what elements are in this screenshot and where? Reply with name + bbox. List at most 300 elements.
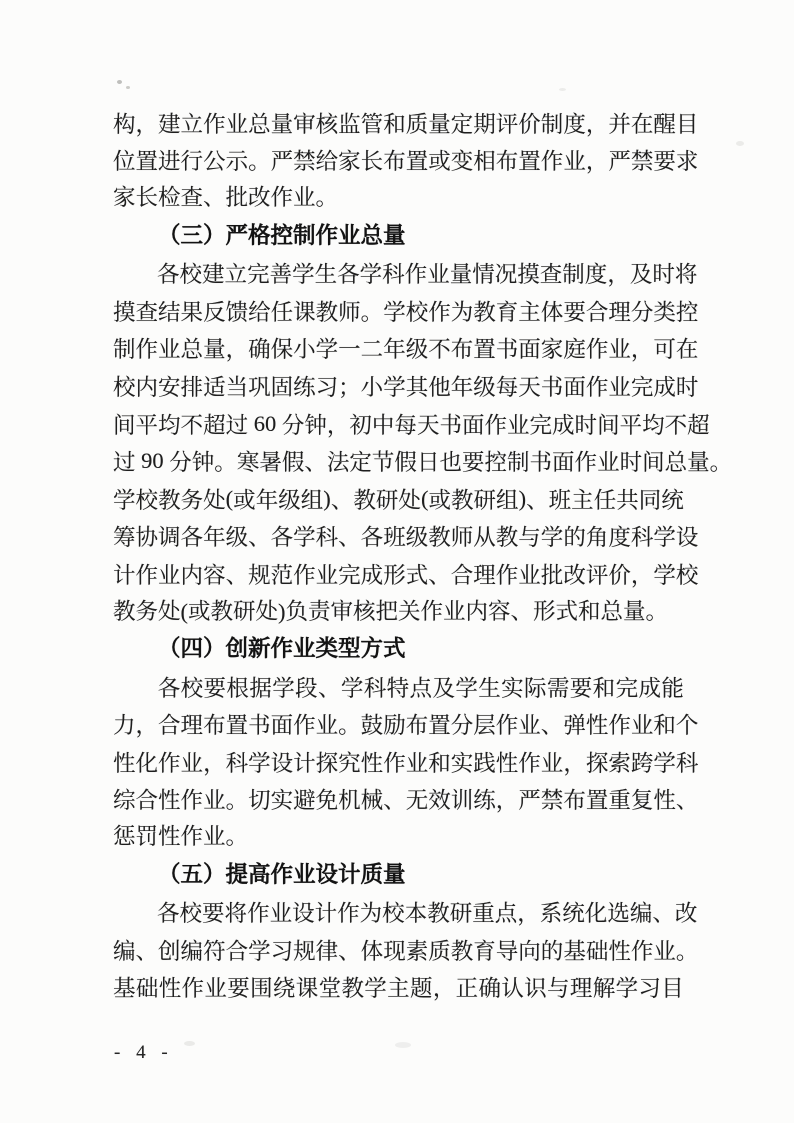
glyph: 置 [585, 788, 609, 814]
glyph: 、 [330, 487, 354, 513]
glyph: 审 [293, 111, 316, 137]
glyph: 二 [360, 337, 384, 363]
glyph: 成 [360, 562, 384, 588]
glyph: 、 [540, 713, 564, 739]
glyph: 查 [539, 262, 563, 288]
glyph: 位 [113, 149, 136, 175]
glyph: 业 [608, 374, 631, 400]
glyph: 年 [255, 487, 279, 513]
glyph: 作 [404, 262, 428, 288]
glyph: 基 [563, 938, 586, 964]
glyph: 作 [180, 788, 204, 814]
glyph: 面 [518, 337, 541, 363]
glyph: 小 [360, 374, 384, 400]
glyph: 同 [638, 487, 662, 513]
glyph: 育 [473, 938, 496, 964]
glyph: 业 [315, 562, 339, 588]
glyph: 或 [428, 487, 451, 513]
glyph: 式 [405, 562, 429, 588]
glyph: 业 [158, 337, 181, 363]
glyph: 业 [225, 111, 249, 137]
glyph: 、 [317, 675, 341, 701]
glyph: 一 [338, 337, 361, 363]
glyph: 要 [461, 450, 485, 476]
glyph: 任 [270, 299, 294, 325]
glyph: 共 [616, 487, 639, 513]
text-line [113, 104, 699, 142]
glyph: 监 [338, 111, 361, 137]
glyph: ， [225, 337, 249, 363]
glyph: 作 [495, 713, 519, 739]
glyph: 特 [386, 675, 410, 701]
glyph: 日 [416, 450, 440, 476]
text-line [113, 254, 698, 292]
glyph: 学 [653, 525, 676, 551]
glyph: 各 [157, 262, 180, 288]
glyph: 时 [619, 450, 643, 476]
glyph: 编 [180, 938, 204, 964]
glyph: 校 [180, 675, 204, 701]
glyph: 学 [293, 525, 316, 551]
glyph: 实 [450, 750, 474, 776]
glyph: 统 [661, 487, 684, 513]
glyph: 编 [629, 901, 653, 927]
glyph: 机 [338, 788, 361, 814]
glyph: 作 [585, 374, 609, 400]
glyph: 量 [687, 450, 710, 476]
glyph: 化 [584, 901, 608, 927]
glyph: 学 [540, 525, 564, 551]
scan-speckle [559, 88, 566, 91]
glyph: 作 [495, 562, 519, 588]
glyph: 业 [180, 750, 204, 776]
glyph: 超 [687, 412, 710, 438]
glyph: 作 [630, 938, 654, 964]
glyph: 与 [547, 976, 570, 1002]
scan-speckle [395, 1042, 411, 1048]
glyph: 时 [574, 412, 598, 438]
indent-space [113, 686, 135, 687]
glyph: 合 [135, 788, 159, 814]
glyph: 制 [540, 111, 564, 137]
glyph: 无 [405, 788, 429, 814]
glyph: 务 [180, 487, 204, 513]
glyph: 制 [562, 262, 585, 288]
glyph: 鼓 [360, 713, 384, 739]
glyph: 业 [405, 750, 429, 776]
glyph: 习 [315, 374, 339, 400]
glyph: 练 [293, 374, 316, 400]
glyph: 量 [270, 111, 294, 137]
glyph: 过 [113, 450, 136, 476]
glyph: 体 [540, 299, 564, 325]
glyph: 性 [653, 788, 676, 814]
glyph: 容 [203, 562, 226, 588]
glyph: 固 [270, 374, 294, 400]
text-line [113, 142, 699, 180]
glyph: 校 [179, 262, 203, 288]
glyph: 化 [135, 750, 159, 776]
glyph: 校 [179, 901, 203, 927]
glyph: 业 [203, 788, 226, 814]
glyph: 学 [113, 487, 136, 513]
glyph: 弹 [563, 713, 586, 739]
glyph: 师 [338, 299, 361, 325]
glyph: ， [563, 750, 586, 776]
glyph: 将 [224, 901, 248, 927]
glyph: 规 [293, 938, 316, 964]
glyph: 要 [227, 976, 250, 1002]
glyph: 学 [248, 938, 271, 964]
glyph: 分 [630, 299, 654, 325]
page-number: - 4 - [114, 1042, 173, 1063]
glyph: 总 [664, 450, 688, 476]
glyph: 改 [563, 562, 586, 588]
glyph: 切 [248, 788, 271, 814]
glyph: 布 [450, 337, 474, 363]
glyph: 习 [638, 976, 661, 1002]
glyph: 节 [371, 450, 395, 476]
glyph: 学 [359, 262, 383, 288]
glyph: 教 [428, 525, 451, 551]
glyph: 布 [495, 149, 519, 175]
glyph: 教 [495, 525, 519, 551]
glyph: 。 [338, 713, 361, 739]
glyph: 布 [405, 713, 429, 739]
glyph: 建 [202, 262, 225, 288]
glyph: 中 [371, 412, 395, 438]
glyph: 向 [518, 938, 541, 964]
glyph: 业 [540, 750, 564, 776]
glyph: 重 [608, 788, 631, 814]
glyph: 实 [270, 788, 294, 814]
glyph: 实 [501, 675, 524, 701]
glyph: 性 [158, 976, 182, 1002]
glyph: 将 [674, 262, 698, 288]
glyph: 完 [630, 374, 654, 400]
glyph: ( [225, 485, 234, 511]
glyph: ， [585, 111, 609, 137]
glyph: 本 [404, 901, 428, 927]
glyph: 作 [293, 713, 316, 739]
glyph: 学 [292, 262, 315, 288]
glyph: 础 [585, 938, 609, 964]
glyph: 目 [661, 976, 684, 1002]
glyph: 理 [473, 562, 496, 588]
glyph: 教 [158, 487, 181, 513]
glyph: 家 [540, 337, 564, 363]
glyph: 科 [315, 525, 339, 551]
glyph: 置 [405, 149, 429, 175]
glyph: 点 [494, 901, 518, 927]
glyph: 学 [364, 976, 387, 1002]
glyph: 作 [247, 901, 270, 927]
glyph: 醒 [653, 111, 676, 137]
glyph: 假 [281, 450, 305, 476]
glyph: 年 [450, 374, 474, 400]
glyph: 为 [450, 299, 474, 325]
glyph: 均 [158, 412, 181, 438]
glyph: 业 [427, 262, 450, 288]
glyph: 钟 [191, 450, 215, 476]
glyph: 要 [569, 675, 593, 701]
glyph: 业 [269, 901, 293, 927]
glyph: 性 [360, 750, 384, 776]
glyph: 校 [113, 374, 136, 400]
glyph: 教 [450, 487, 474, 513]
text-line [113, 518, 699, 556]
glyph: 严 [608, 149, 631, 175]
glyph: 际 [524, 675, 547, 701]
glyph: 在 [675, 337, 699, 363]
glyph: 、 [304, 450, 327, 476]
glyph: 性 [608, 938, 631, 964]
glyph: 业 [204, 976, 227, 1002]
glyph: 作 [181, 976, 205, 1002]
glyph: 规 [248, 562, 271, 588]
glyph: 师 [450, 525, 474, 551]
glyph: 、 [675, 788, 699, 814]
glyph: 校 [675, 562, 699, 588]
glyph: 械 [360, 788, 384, 814]
glyph: 业 [518, 713, 541, 739]
glyph: 书 [495, 337, 519, 363]
glyph: 、 [338, 938, 361, 964]
glyph: 育 [495, 299, 519, 325]
glyph: ) [518, 485, 527, 511]
glyph: 不 [664, 412, 688, 438]
glyph: 、 [338, 525, 361, 551]
glyph: 任 [593, 487, 617, 513]
glyph: 法 [326, 450, 350, 476]
glyph: 各 [337, 262, 360, 288]
text-block [113, 104, 733, 1006]
indent-space [113, 912, 135, 913]
glyph: 和 [428, 750, 451, 776]
glyph: 他 [428, 374, 451, 400]
glyph: 质 [428, 938, 451, 964]
glyph: 业 [158, 562, 181, 588]
glyph: 间 [597, 412, 620, 438]
glyph: 主 [518, 299, 541, 325]
glyph: 角 [585, 525, 609, 551]
scan-speckle [184, 1041, 195, 1046]
glyph: 要 [203, 675, 227, 701]
glyph: 为 [359, 901, 383, 927]
glyph: 设 [270, 750, 294, 776]
glyph: 作 [428, 299, 451, 325]
glyph: 科 [675, 750, 699, 776]
glyph: 科 [382, 262, 405, 288]
glyph: 制 [113, 337, 136, 363]
glyph: 学 [340, 675, 364, 701]
glyph: 合 [158, 713, 181, 739]
glyph: 给 [248, 299, 271, 325]
glyph: 价 [518, 111, 541, 137]
glyph: 完 [615, 675, 639, 701]
glyph: 0 [264, 410, 277, 436]
glyph: 超 [203, 412, 226, 438]
glyph: 教 [315, 299, 339, 325]
glyph: 主 [571, 487, 594, 513]
text-line [113, 480, 684, 518]
glyph: 教 [341, 976, 364, 1002]
glyph: 作 [293, 562, 316, 588]
glyph: 和 [592, 675, 616, 701]
glyph: 平 [619, 412, 643, 438]
glyph: 正 [455, 976, 479, 1002]
glyph: 长 [360, 149, 384, 175]
glyph: 学 [272, 675, 295, 701]
glyph: 布 [383, 149, 406, 175]
glyph: 学 [248, 750, 271, 776]
glyph: 或 [233, 487, 256, 513]
glyph: 求 [675, 149, 699, 175]
glyph: 并 [608, 111, 631, 137]
glyph: 班 [383, 525, 406, 551]
glyph: 时 [652, 262, 675, 288]
glyph: 基 [113, 976, 136, 1002]
glyph: 理 [569, 976, 593, 1002]
glyph: 查 [135, 299, 159, 325]
glyph: 书 [439, 412, 462, 438]
glyph: 要 [202, 901, 225, 927]
glyph: 度 [608, 525, 631, 551]
glyph: 作 [135, 562, 159, 588]
glyph: 选 [607, 901, 630, 927]
glyph: 训 [450, 788, 474, 814]
glyph: 堂 [318, 976, 342, 1002]
glyph: 层 [473, 713, 496, 739]
glyph: 效 [428, 788, 451, 814]
glyph: 分 [169, 450, 192, 476]
glyph: 当 [225, 374, 249, 400]
glyph: 年 [203, 525, 226, 551]
glyph: 小 [293, 337, 316, 363]
glyph: 据 [249, 675, 272, 701]
glyph: 复 [630, 788, 654, 814]
glyph: 过 [225, 412, 249, 438]
glyph: 。 [248, 149, 271, 175]
glyph: 础 [135, 976, 159, 1002]
glyph: 作 [518, 750, 541, 776]
glyph: 确 [248, 337, 271, 363]
glyph: 核 [315, 111, 339, 137]
glyph: ， [135, 111, 159, 137]
glyph: 摸 [517, 262, 540, 288]
glyph: 性 [158, 788, 181, 814]
glyph: 合 [450, 562, 474, 588]
glyph: 设 [675, 525, 699, 551]
glyph: 。 [225, 788, 249, 814]
glyph: 庭 [563, 337, 586, 363]
glyph: 调 [158, 525, 181, 551]
glyph: 生 [478, 675, 501, 701]
glyph: 综 [113, 788, 136, 814]
glyph: 校 [382, 901, 405, 927]
glyph: 重 [472, 901, 495, 927]
glyph: 初 [349, 412, 372, 438]
glyph: 内 [135, 374, 159, 400]
glyph: ， [135, 713, 159, 739]
glyph: 设 [292, 901, 315, 927]
glyph: 置 [225, 713, 249, 739]
text-line: 教务处(或教研处)负责审核把关作业内容、形式和总量。 [113, 598, 668, 624]
glyph: 。 [214, 450, 237, 476]
glyph: 根 [226, 675, 249, 701]
glyph: 置 [473, 337, 496, 363]
glyph: 和 [653, 713, 676, 739]
glyph: 。 [709, 450, 733, 476]
glyph: 学 [615, 976, 639, 1002]
glyph: 质 [405, 111, 429, 137]
glyph: 巩 [248, 374, 271, 400]
text-line: 惩罚性作业。 [113, 824, 249, 850]
glyph: 面 [270, 713, 294, 739]
glyph: 教 [427, 901, 450, 927]
glyph: 安 [158, 374, 181, 400]
glyph: 点 [409, 675, 433, 701]
glyph: 每 [495, 374, 519, 400]
text-line [113, 931, 699, 969]
glyph: 作 [585, 337, 609, 363]
glyph: 避 [293, 788, 316, 814]
glyph: 反 [203, 299, 226, 325]
glyph: 力 [113, 713, 136, 739]
glyph: 情 [472, 262, 495, 288]
glyph: 天 [518, 374, 541, 400]
glyph: 组 [300, 487, 324, 513]
glyph: 度 [584, 262, 608, 288]
glyph: 布 [563, 788, 586, 814]
glyph: 管 [360, 111, 384, 137]
glyph: 体 [360, 938, 384, 964]
scan-speckle [736, 141, 744, 146]
glyph: 练 [473, 788, 496, 814]
glyph: 形 [383, 562, 406, 588]
glyph: 目 [675, 111, 699, 137]
glyph: 作 [540, 149, 564, 175]
glyph: 学 [315, 337, 339, 363]
glyph: 确 [478, 976, 502, 1002]
glyph: 可 [653, 337, 676, 363]
glyph: 、 [225, 562, 249, 588]
glyph: 各 [157, 675, 181, 701]
glyph: 9 [141, 448, 153, 474]
glyph: 公 [203, 149, 226, 175]
glyph: 处 [398, 487, 421, 513]
glyph: 立 [224, 262, 248, 288]
indent-space [135, 912, 157, 913]
indent-space [113, 273, 135, 274]
glyph: 置 [428, 713, 451, 739]
glyph: 严 [518, 788, 541, 814]
glyph: 究 [338, 750, 361, 776]
glyph: ， [203, 750, 226, 776]
text-line [113, 893, 698, 931]
glyph: ) [323, 485, 331, 511]
glyph: 间 [113, 412, 136, 438]
glyph: 况 [494, 262, 518, 288]
glyph: 馈 [225, 299, 249, 325]
glyph: 相 [473, 149, 496, 175]
glyph: 分 [281, 412, 305, 438]
glyph: 科 [630, 525, 654, 551]
glyph: 不 [180, 412, 204, 438]
glyph: 建 [158, 111, 181, 137]
glyph: 和 [383, 111, 406, 137]
glyph: 统 [562, 901, 585, 927]
